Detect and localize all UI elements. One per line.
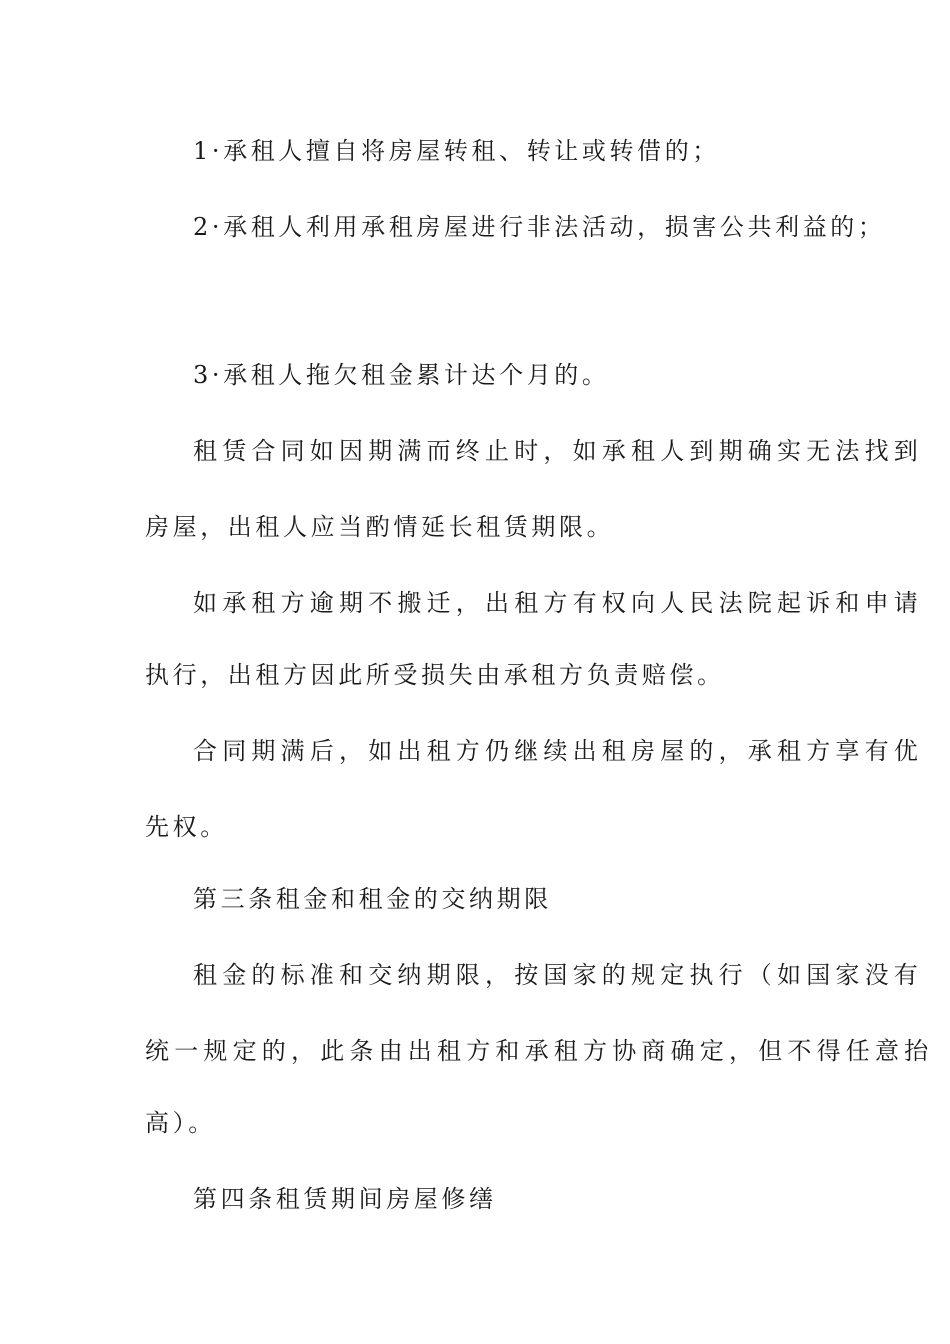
clause-item-1: 1·承租人擅自将房屋转租、转让或转借的；	[193, 137, 720, 165]
paragraph-rent-line-3: 高）。	[145, 1109, 216, 1137]
clause-item-3: 3·承租人拖欠租金累计达个月的。	[193, 361, 610, 389]
paragraph-lease-expiry-line-2: 房屋，出租人应当酌情延长租赁期限。	[145, 513, 615, 541]
section-heading-article-4: 第四条租赁期间房屋修缮	[193, 1185, 497, 1213]
paragraph-overdue-line-2: 执行，出租方因此所受损失由承租方负责赔偿。	[145, 661, 725, 689]
clause-item-2: 2·承租人利用承租房屋进行非法活动，损害公共利益的；	[193, 213, 886, 241]
paragraph-overdue-line-1: 如承租方逾期不搬迁，出租方有权向人民法院起诉和申请	[193, 589, 923, 617]
paragraph-rent-line-1: 租金的标准和交纳期限，按国家的规定执行（如国家没有	[193, 961, 923, 989]
paragraph-priority-line-2: 先权。	[145, 813, 228, 841]
paragraph-rent-line-2: 统一规定的，此条由出租方和承租方协商确定，但不得任意抬	[145, 1037, 934, 1065]
paragraph-lease-expiry-line-1: 租赁合同如因期满而终止时，如承租人到期确实无法找到	[193, 437, 923, 465]
paragraph-priority-line-1: 合同期满后，如出租方仍继续出租房屋的，承租方享有优	[193, 737, 923, 765]
section-heading-article-3: 第三条租金和租金的交纳期限	[193, 885, 552, 913]
